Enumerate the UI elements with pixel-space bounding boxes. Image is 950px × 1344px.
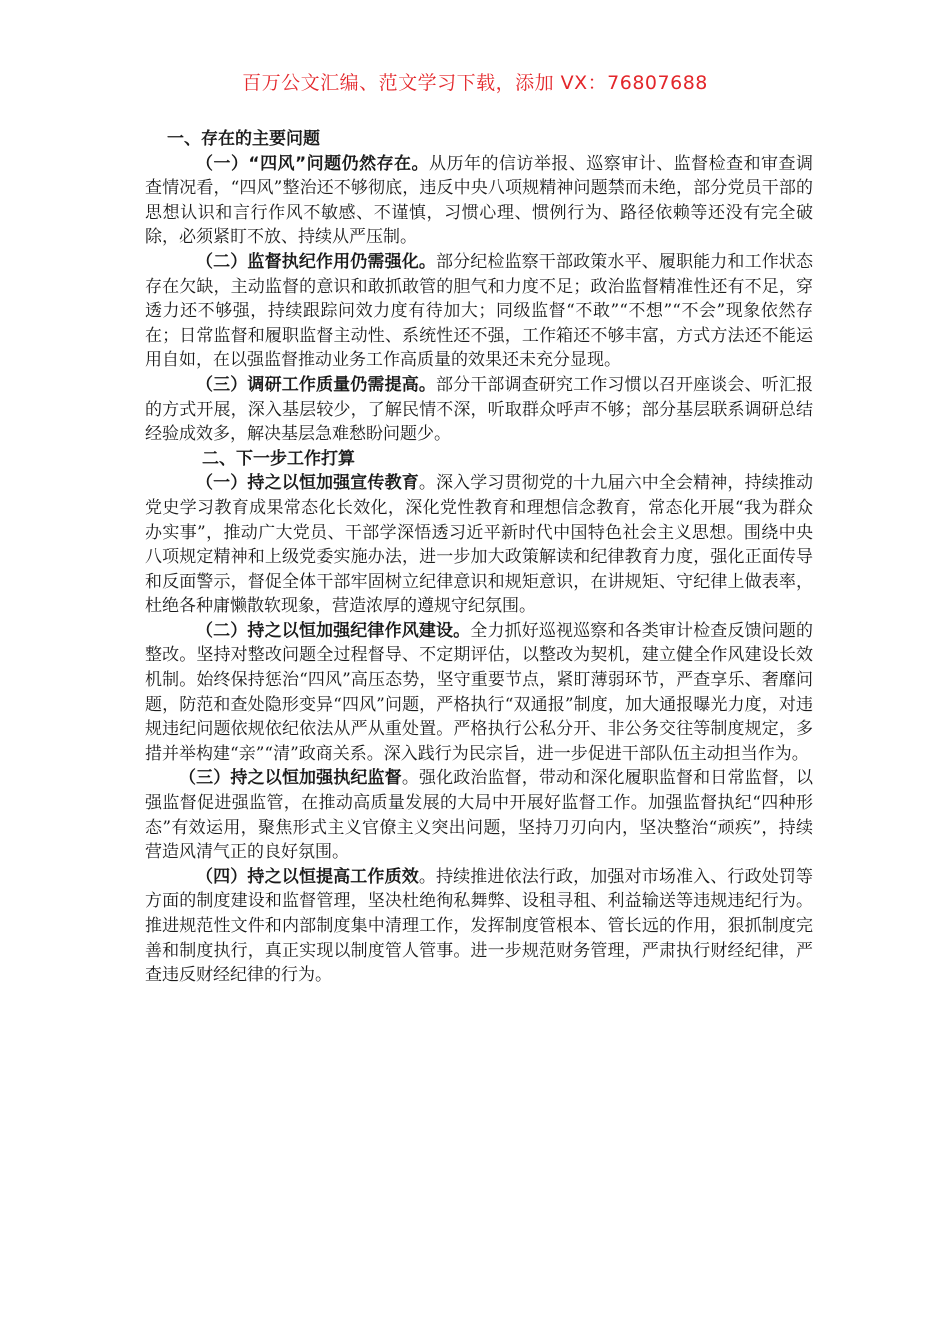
- paragraph-lead: （二）持之以恒加强纪律作风建设。: [196, 620, 471, 641]
- section2-paragraph-3: [145, 766, 813, 864]
- paragraph-lead: （二）监督执纪作用仍需强化。: [196, 251, 436, 272]
- section2-paragraph-1: [145, 471, 813, 619]
- paragraph-text: 。强化政治监督，带动和深化履职监督和日常监督，以强监督促进强监管，在推动高质量发展的大局中开展好监督工作。加强监督执纪“四种形态”有效运用，聚焦形式主义官僚主义突出问题，坚持刀刃向内，坚决整治“顽疾”，持续营造风清气正的良好氛围。: [145, 768, 814, 863]
- section2-heading: 二、下一步工作打算: [202, 448, 355, 469]
- paragraph-lead: （三）调研工作质量仍需提高。: [196, 374, 436, 395]
- section2-paragraph-4: [145, 865, 813, 988]
- paragraph-text: 部分干部调查研究工作习惯以召开座谈会、听汇报的方式开展，深入基层较少，了解民情不深，听取群众呼声不够；部分基层联系调研总结经验成效多，解决基层急难愁盼问题少。: [145, 374, 813, 445]
- paragraph-text: 全力抓好巡视巡察和各类审计检查反馈问题的整改。坚持对整改问题全过程督导、不定期评估，以整改为契机，建立健全作风建设长效机制。始终保持惩治“四风”高压态势，坚守重要节点，紧盯薄弱环节，严查享乐、奢靡问题，防范和查处隐形变异“四风”问题，严格执行“双通报”制度，加大通报曝光力度，对违规违纪问题依规依纪依法从严从重处置。严格执行公私分开、非公务交往等制度规定，多措并举构建“亲”“清”政商关系。深入践行为民宗旨，进一步促进干部队伍主动担当作为。: [145, 620, 814, 764]
- paragraph-lead: （一）“四风”问题仍然存在。: [196, 153, 430, 174]
- section2-paragraph-2: [145, 619, 813, 767]
- section1-heading: 一、存在的主要问题: [167, 129, 320, 149]
- paragraph-lead: （三）持之以恒加强执纪监督: [179, 768, 402, 789]
- paragraph-lead: （四）持之以恒提高工作质效: [196, 866, 419, 887]
- paragraph-text: 部分纪检监察干部政策水平、履职能力和工作状态存在欠缺，主动监督的意识和敢抓敢管的胆气和力度不足；政治监督精准性还有不足，穿透力还不够强，持续跟踪问效力度有待加大；同级监督“不敢”“不想”“不会”现象依然存在；日常监督和履职监督主动性、系统性还不强，工作箱还不够丰富，方式方法还不能运用自如，在以强监督推动业务工作高质量的效果还未充分显现。: [145, 251, 813, 371]
- paragraph-text: 从历年的信访举报、巡察审计、监督检查和审查调查情况看，“四风”整治还不够彻底，违反中央八项规精神问题禁而未绝，部分党员干部的思想认识和言行作风不敏感、不谨慎，习惯心理、惯例行为、路径依赖等还没有完全破除，必须紧盯不放、持续从严压制。: [145, 153, 813, 248]
- paragraph-text: 。深入学习贯彻党的十九届六中全会精神，持续推动党史学习教育成果常态化长效化，深化党性教育和理想信念教育，常态化开展“我为群众办实事”，推动广大党员、干部学深悟透习近平新时代中国特色社会主义思想。围绕中央八项规定精神和上级党委实施办法，进一步加大政策解读和纪律教育力度，强化正面传导和反面警示，督促全体干部牢固树立纪律意识和规矩意识，在讲规矩、守纪律上做表率，杜绝各种庸懒散软现象，营造浓厚的遵规守纪氛围。: [145, 473, 814, 617]
- section1-paragraph-2: [145, 250, 813, 373]
- section1-paragraph-3: [145, 373, 813, 447]
- paragraph-lead: （一）持之以恒加强宣传教育: [196, 473, 419, 494]
- watermark-banner: 百万公文汇编、范文学习下载，添加 VX：76807688: [242, 72, 708, 94]
- document-body: [145, 127, 813, 988]
- section1-paragraph-1: [145, 152, 813, 250]
- paragraph-text: 。持续推进依法行政，加强对市场准入、行政处罚等方面的制度建设和监督管理，坚决杜绝徇私舞弊、设租寻租、利益输送等违规违纪行为。推进规范性文件和内部制度集中清理工作，发挥制度管根本、管长远的作用，狠抓制度完善和制度执行，真正实现以制度管人管事。进一步规范财务管理，严肃执行财经纪律，严查违反财经纪律的行为。: [145, 866, 814, 986]
